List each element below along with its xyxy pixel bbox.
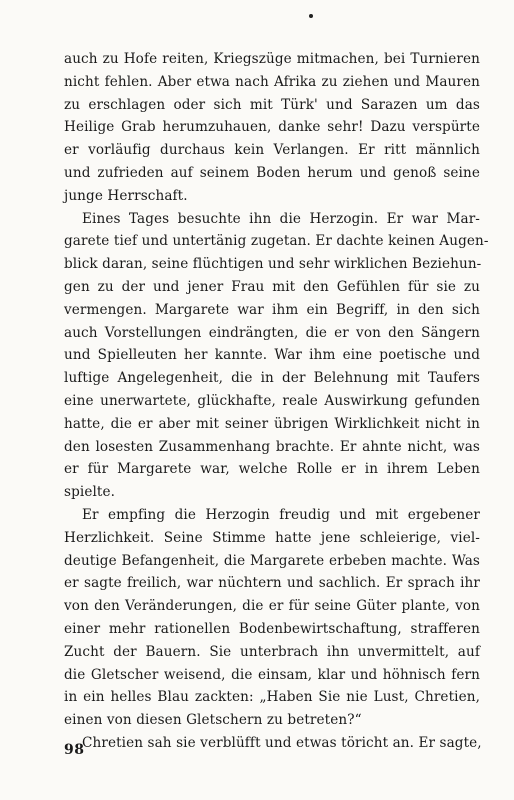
text-line: in ein helles Blau zackten: „Haben Sie nie Lust, Chretien, [64,689,480,706]
text-line: einen von diesen Gletschern zu betreten?“ [64,712,362,729]
text-line: blick daran, seine flüchtigen und sehr wirklichen Beziehun- [64,256,482,273]
text-line: Eines Tages besuchte ihn die Herzogin. Er war Mar- [82,210,480,227]
text-line: den losesten Zusammenhang brachte. Er ahnte nicht, was [64,438,480,455]
text-line: eine unerwartete, glückhafte, reale Auswirkung gefunden [64,392,480,409]
text-line: auch Vorstellungen eindrängten, die er von den Sängern [64,324,480,341]
text-line: er vorläufig durchaus kein Verlangen. Er ritt männlich [64,142,480,159]
text-line: die Gletscher weisend, die einsam, klar und höhnisch fern [64,666,480,683]
top-dot-mark [309,14,313,18]
text-line: zu erschlagen oder sich mit Türk' und Sarazen um das [64,96,480,113]
text-line: garete tief und untertänig zugetan. Er dachte keinen Augen- [64,233,489,250]
text-line: deutige Befangenheit, die Margarete erbeben machte. Was [64,552,480,569]
text-line: Er empfing die Herzogin freudig und mit ergebener [82,506,480,523]
text-line: Chretien sah sie verblüfft und etwas töricht an. Er sagte, [82,734,482,751]
text-line: vermengen. Margarete war ihm ein Begriff, in den sich [64,301,480,318]
text-line: auch zu Hofe reiten, Kriegszüge mitmachen, bei Turnieren [64,51,480,67]
text-line: nicht fehlen. Aber etwa nach Afrika zu ziehen und Mauren [64,73,480,90]
text-line: junge Herrschaft. [64,187,188,204]
text-line: gen zu der und jener Frau mit den Gefühlen für sie zu [64,278,480,295]
paragraph-4 [64,732,480,755]
paragraph-3 [64,504,480,732]
paragraph-1 [64,48,480,208]
page-body [64,48,489,755]
text-line: luftige Angelegenheit, die in der Belehnung mit Taufers [64,370,480,387]
text-line: er für Margarete war, welche Rolle er in ihrem Leben [64,461,480,478]
paragraph-2 [64,208,489,504]
text-line: von den Veränderungen, die er für seine Güter plante, von [64,598,480,615]
text-line: einer mehr rationellen Bodenbewirtschaftung, strafferen [64,620,480,637]
text-line: Zucht der Bauern. Sie unterbrach ihn unvermittelt, auf [64,643,480,660]
page-number: 98 [64,742,85,758]
text-line: und Spielleuten her kannte. War ihm eine poetische und [64,347,480,364]
text-line: und zufrieden auf seinem Boden herum und genoß seine [64,164,480,181]
text-line: er sagte freilich, war nüchtern und sachlich. Er sprach ihr [64,575,480,592]
text-line: spielte. [64,484,116,501]
text-line: hatte, die er aber mit seiner übrigen Wirklichkeit nicht in [64,415,480,432]
text-line: Heilige Grab herumzuhauen, danke sehr! Dazu verspürte [64,119,480,136]
text-line: Herzlichkeit. Seine Stimme hatte jene schleierige, viel- [64,529,480,546]
